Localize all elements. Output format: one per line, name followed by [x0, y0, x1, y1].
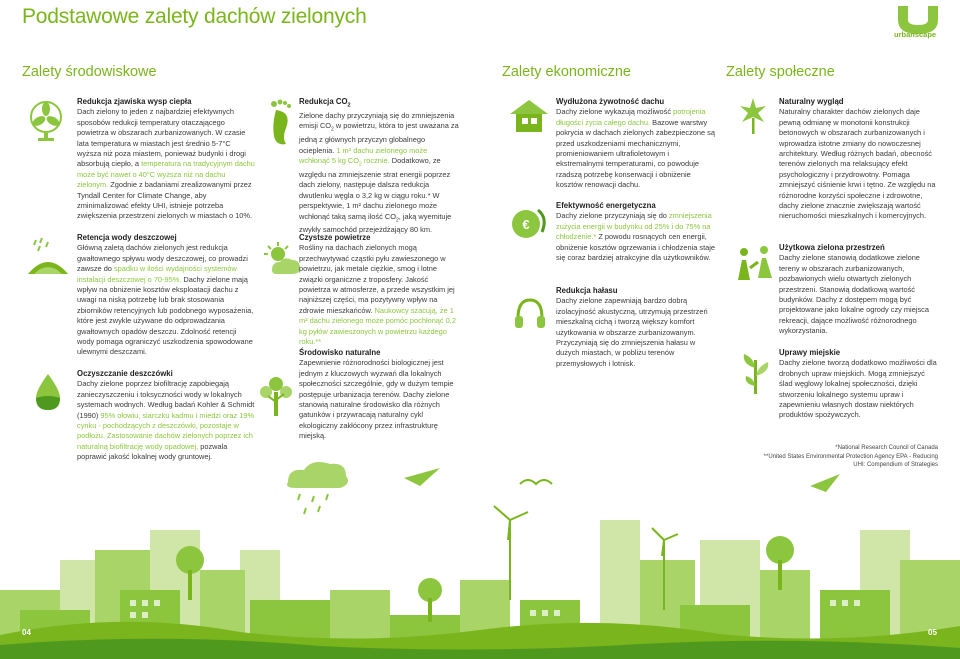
text: Dachy zielone zapewniają bardzo dobrą izolacyjność akustyczną, utrzymują przestrzeń mieszkalną cichą i tworzą większy komfort użytkowania w obszarze zurbanizowanym. Przyczyniają się do zmniejszenia hałasu w dużych miastach, w pobliżu terenów przemysłowych i lotnisk.: [556, 296, 708, 368]
text: Dachy zielone poprzez biofiltrację zapobiegają zanieczyszczeniu i toksyczności wody w lokalnych systemach wodnych. Według badań Kohler & Schmidt (1990): [77, 379, 255, 420]
people-icon: [734, 244, 776, 284]
cloud-sun-icon: [262, 240, 302, 278]
highlight: spadku w ilości wydajności systemów instalacji deszczowej o 70-95%.: [77, 264, 237, 284]
heading-lifetime: Wydłużona żywotność dachu: [556, 97, 665, 106]
text: Naturalny charakter dachów zielonych daje pewną odmianę w monotonii konstrukcji betonowych w obszarach zurbanizowanych i wprowadza istotne zmiany do nowoczesnej architektury. Według różnych badań, obecność terenów zielonych ma relaksujący efekt psychologiczny i przydrowotny. Pomaga zmniejszyć ciśnienie krwi i tętno. Ze względu na różnorodne korzyści społeczne i zdrowotne, dachy zielone znacznie zwiększają wartość nieruchomości mieszkalnych i komercyjnych.: [779, 107, 936, 221]
highlight: Naukowcy szacują, że 1 m² dachu zielonego może pomóc pochłonąć 0,2 kg pyłów zawieszonych w powietrzu każdego roku.**: [299, 305, 456, 347]
block-nature: [299, 348, 459, 442]
page-number-right: 05: [928, 628, 937, 637]
block-noise: [556, 286, 718, 369]
house-roof-icon: [508, 96, 550, 134]
svg-text:€: €: [522, 217, 530, 232]
rain-cloud-icon: [287, 462, 348, 514]
section-social: Zalety społeczne: [726, 64, 835, 80]
page-number-left: 04: [22, 628, 31, 637]
footnote-1: *National Research Council of Canada: [835, 445, 938, 451]
text: Dachy zielone wykazują możliwość: [556, 107, 674, 117]
subscript: 2: [358, 161, 362, 168]
flower-icon: [736, 96, 770, 136]
highlight: 1 m² dachu zielonego może wchłonąć 5 kg CO: [299, 145, 428, 166]
text: Dachy zielone przyczyniają się do: [556, 211, 669, 221]
subscript: 2: [347, 102, 351, 109]
text: Dachy zielone mają wpływ na obniżenie kosztów eksploatacji dachu z uwagi na niską potrzebę lub brak stosowania zbiorników retencyjnych lub podobnego wyposażenia, które jest zwykle używane do odprowadzania gwałtownych opadów deszczu. Zdolność retencji wody pomaga ograniczyć uszkodzenia spowodowane ulewnymi deszczami.: [77, 274, 254, 357]
text: Główną zaletą dachów zielonych jest redukcja gwałtownego spływu wody deszczowej, co prowadzi zawsze do: [77, 243, 248, 274]
block-rainwater: [77, 233, 255, 358]
heading-energy: Efektywność energetyczna: [556, 201, 656, 210]
heading-purification: Oczyszczanie deszczówki: [77, 369, 173, 378]
rain-hill-icon: [26, 236, 70, 276]
energy-coin-icon: [508, 204, 550, 246]
text: Dach zielony to jeden z najbardziej efektywnych sposobów redukcji temperatury otaczającego powietrza w obszarach zurbanizowanych. W czasie lata temperatura w miastach jest średnio 5-7°C wyższa niż poza miastem, ponieważ budynki i drogi absorbują ciepło, a: [77, 107, 246, 169]
water-drop-icon: [30, 372, 66, 414]
heading-urban-farming: Uprawy miejskie: [779, 348, 841, 357]
footnote-2: **United States Environmental Protection Agency EPA - Reducing UHI: Compendium of Strategies: [763, 453, 938, 469]
heading-usable-space: Użytkowa zielona przestrzeń: [779, 243, 885, 252]
highlight: potrojenia długości życia całego dachu.: [556, 107, 706, 127]
block-usable-space: [779, 243, 939, 337]
heading-air: Czystsze powietrze: [299, 233, 371, 242]
section-env: Zalety środowiskowe: [22, 64, 157, 80]
highlight: rocznie.: [361, 156, 390, 166]
section-econ: Zalety ekonomiczne: [502, 64, 631, 80]
subscript: 2: [331, 126, 334, 133]
text: Dachy zielone tworzą dodatkowo możliwości dla drobnych upraw miejskich. Mogą zmniejszyć ślad węglowy lokalnej społeczności, dzięki stworzeniu lokalnego systemu upraw i zapewnieniu własnych dostaw niektórych produktów spożywczych.: [779, 358, 937, 420]
block-energy: [556, 201, 718, 263]
text: w powietrzu, która to jest uważana za jedną z głównych przyczyn globalnego ocieplenia.: [299, 121, 459, 155]
paper-plane-icon: [404, 468, 440, 486]
heading-rainwater: Retencja wody deszczowej: [77, 233, 177, 242]
text: Zapewnienie różnorodności biologicznej jest jednym z kluczowych wyzwań dla lokalnych społeczności szczególnie, gdy w dużym tempie postępuje urbanizacja terenów. Dachy zielone stanowią naturalne środowisko dla różnych gatunków i przywracają naturalny cykl ekologiczny zakłócony przez infrastrukturę miejską.: [299, 358, 454, 441]
green-city-illustration: [0, 440, 960, 659]
text: Rośliny na dachach zielonych mogą przechwytywać cząstki pyłu zawieszonego w powietrzu, jak metale ciężkie, smog i lotne związki organiczne z troposfery. Jakość powietrza w atmosferze, a przede wszystkim jej najniższej części, ma pozytywny wpływ na zdrowie mieszkańców.: [299, 243, 455, 315]
block-urban-farming: [779, 348, 939, 421]
bird-icon: [520, 480, 552, 484]
text: Dachy zielone stanowią dodatkowe zielone tereny w obszarach zurbanizowanych, pozbawionych wielu otwartych zielonych przestrzeni. Stanowią dodatkową wartość budynków. Dachy z dostępem mogą być projektowane jako lokalne ogrody czy miejsca rekreacji, dające możliwość różnorodnego wykorzystania.: [779, 253, 929, 336]
highlight: zmniejszenia zużycia energii w budynku od 25% i do 75% na chłodzenie.*: [556, 211, 712, 242]
highlight: temperatura na tradycyjnym dachu może być nawet o 40°C wyższa niż na dachu zielonym.: [77, 159, 255, 190]
subscript: 2: [395, 217, 399, 224]
brand-name: urbanscape: [894, 30, 937, 39]
text: , jaką wyemituje zwykły samochód przejeżdżający 80 km.: [299, 211, 452, 235]
page-title: Podstawowe zalety dachów zielonych: [22, 5, 367, 28]
text: pozwala poprawić jakość lokalnej wody gruntowej.: [77, 441, 228, 462]
plant-icon: [740, 350, 772, 396]
text: Zielone dachy przyczyniają się do zmniejszenia emisji CO: [299, 110, 455, 131]
text: Dodatkowo, ze względu na zmniejszenie strat energii poprzez dach zielony, następuje dalsza redukcja dwutlenku węgla o 3,2 kg w ciągu roku.* W perspektywie, 1 m² dachu zielonego może wchłonąć taką samą ilość CO: [299, 156, 451, 221]
block-co2: [299, 97, 459, 236]
paper-plane-icon: [810, 474, 840, 492]
heading-noise: Redukcja hałasu: [556, 286, 618, 295]
fan-icon: [26, 100, 66, 142]
heading-text: Redukcja CO: [299, 97, 348, 106]
heading-nature: Środowisko naturalne: [299, 348, 381, 357]
block-heat-island: [77, 97, 255, 222]
headphones-icon: [512, 296, 548, 332]
block-natural-look: [779, 97, 939, 222]
block-lifetime: [556, 97, 718, 191]
text: Z powodu rosnących cen energii, obniżenie kosztów ogrzewania i chłodzenia staje się coraz bardziej atrakcyjne dla użytkowników.: [556, 232, 715, 263]
heading-co2: [299, 97, 459, 111]
tree-icon: [256, 372, 296, 418]
block-air: [299, 233, 459, 347]
footprint-icon: [266, 98, 296, 148]
heading-heat-island: Redukcja zjawiska wysp ciepła: [77, 97, 192, 106]
text: Bazowe warstwy pokrycia w dachach zielonych zabezpieczone są przed uszkodzeniami mechanicznymi, promieniowaniem ultrafioletowym i ekstremalnymi temperaturami, co powoduje rzadszą potrzebę konserwacji i obniżenie kosztów renowacji dachu.: [556, 117, 715, 190]
heading-natural-look: Naturalny wygląd: [779, 97, 844, 106]
text: Zgodnie z badaniami zrealizowanymi przez Tyndall Center for Climate Change, aby zminimalizować efekty UHI, istnieje potrzeba zwiększenia przestrzeni zielonych w miastach o 10%.: [77, 180, 252, 221]
highlight: 95% ołowiu, siarczku kadmu i miedzi oraz 19% cynku - pochodzących z deszczówki, pozostaje w podłożu. Zastosowanie dachów zielonych poprzez ich naturalną biofiltrację wody opadowej,: [77, 410, 255, 451]
